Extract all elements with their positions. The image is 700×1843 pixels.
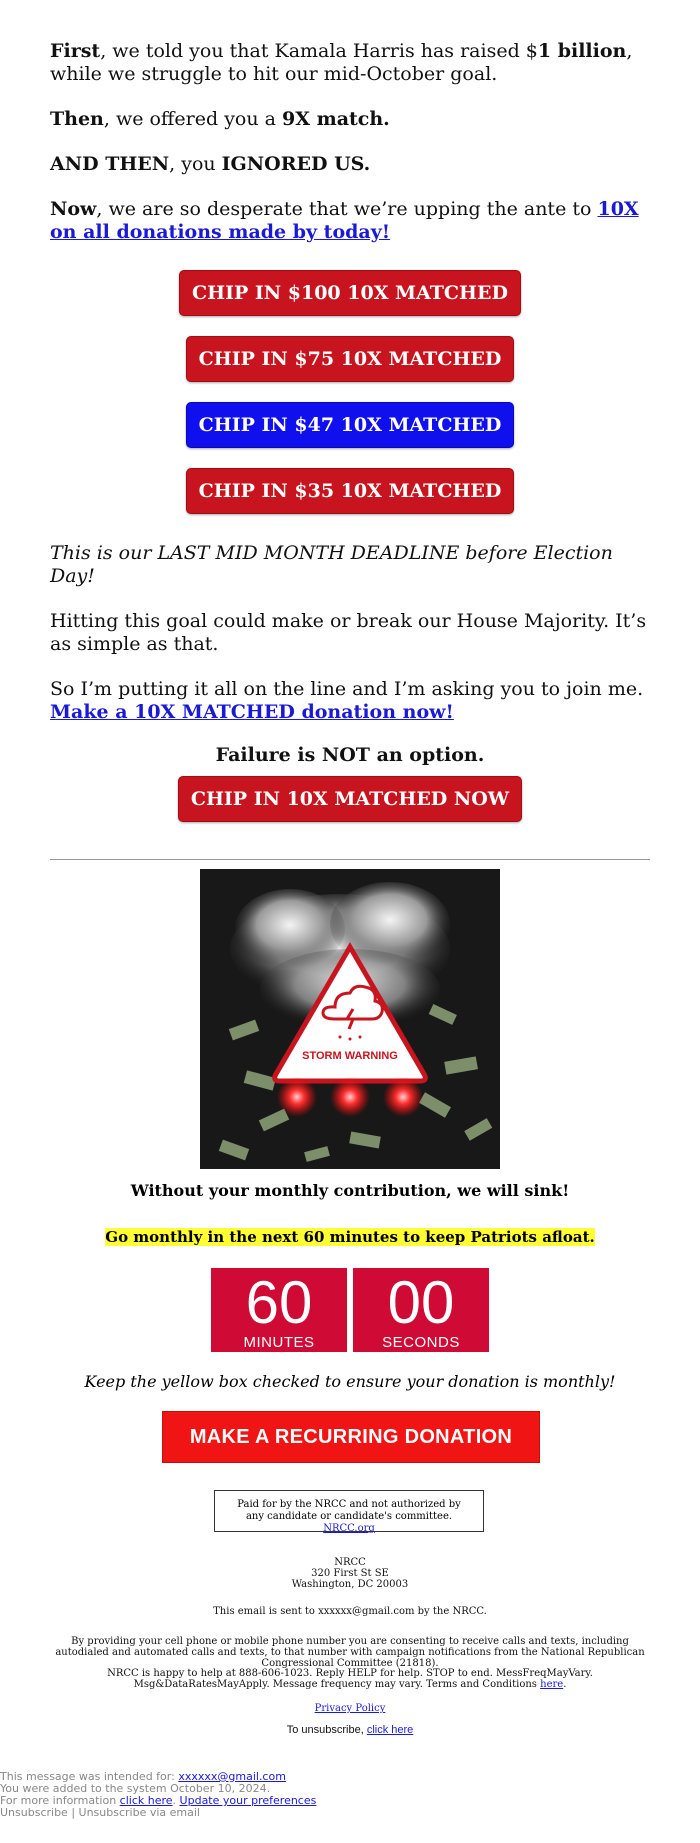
chip-in-now-button[interactable]: CHIP IN 10X MATCHED NOW xyxy=(178,776,522,822)
storm-warning-label: STORM WARNING xyxy=(302,1050,398,1062)
button-row xyxy=(50,270,650,316)
intro-paragraph-1 xyxy=(50,40,650,86)
deadline-text xyxy=(50,542,650,588)
button-row xyxy=(50,402,650,448)
line-text: So I’m putting it all on the line and I’m asking you to join me. xyxy=(50,678,644,700)
chip-in-100-button[interactable]: CHIP IN $100 10X MATCHED xyxy=(179,270,521,316)
more-info-link[interactable]: click here xyxy=(119,1794,173,1807)
intended-text: This message was intended for: xyxy=(0,1770,179,1783)
ten-x-link[interactable]: 10X on all donations made by today! xyxy=(50,198,639,243)
minutes-value: 60 xyxy=(245,1269,313,1336)
help-text-body: NRCC is happy to help at 888-606-1023. Reply HELP for help. STOP to end. MessFreqMayVary. Msg&DataRatesMayApply. Message frequency may vary. Terms and Conditions xyxy=(107,1668,593,1690)
button-row xyxy=(50,336,650,382)
seconds-box xyxy=(353,1268,489,1352)
privacy-row xyxy=(50,1703,650,1714)
sink-text: Without your monthly contribution, we will sink! xyxy=(130,1181,570,1200)
unsubscribe-click-here-link[interactable]: click here xyxy=(366,1724,414,1736)
failure-text: Failure is NOT an option. xyxy=(215,744,485,766)
seconds-value: 00 xyxy=(387,1269,455,1336)
line-paragraph xyxy=(50,678,650,724)
address-name: NRCC xyxy=(334,1557,366,1568)
and-then-bold: AND THEN xyxy=(50,153,170,175)
p3-text: , you xyxy=(169,153,222,175)
minutes-label: MINUTES xyxy=(243,1334,315,1351)
monthly-text-wrapper xyxy=(50,1228,650,1246)
button-row xyxy=(50,776,650,822)
unsubscribe-link[interactable]: Unsubscribe xyxy=(0,1806,68,1819)
countdown-timer xyxy=(211,1268,489,1352)
seconds-label: SECONDS xyxy=(382,1334,460,1351)
chip-in-47-button[interactable]: CHIP IN $47 10X MATCHED xyxy=(186,402,515,448)
more-info-text: For more information xyxy=(0,1794,120,1807)
p4-text: , we are so desperate that we’re upping the ante to xyxy=(96,198,598,220)
address-street: 320 First St SE xyxy=(311,1568,389,1579)
help-text: NRCC is happy to help at 888-606-1023. Reply HELP for help. STOP to end. MessFreqMayVary. Msg&DataRatesMayApply. Message frequency may vary. Terms and Conditions here. xyxy=(107,1668,593,1690)
footer-added: You were added to the system October 10, 2024. xyxy=(0,1782,271,1795)
minutes-box xyxy=(211,1268,347,1352)
p2-text: , we offered you a xyxy=(103,108,283,130)
then-bold: Then xyxy=(50,108,104,130)
intended-email-link[interactable]: xxxxxx@gmail.com xyxy=(178,1770,286,1783)
storm-warning-graphic xyxy=(200,869,500,1169)
pipe-separator: | xyxy=(67,1806,79,1819)
privacy-policy-link[interactable]: Privacy Policy xyxy=(314,1703,386,1714)
button-row xyxy=(50,468,650,514)
divider xyxy=(50,859,650,860)
intro-paragraph-4 xyxy=(50,198,650,244)
matched-donation-link[interactable]: Make a 10X MATCHED donation now! xyxy=(50,701,454,723)
paid-for-text: Paid for by the NRCC and not authorized by any candidate or candidate's committee. xyxy=(237,1499,461,1522)
intro-paragraph-3 xyxy=(50,153,650,176)
terms-here-link[interactable]: here xyxy=(540,1679,564,1690)
paid-for-box xyxy=(214,1490,484,1532)
unsubscribe-row xyxy=(50,1724,650,1736)
monthly-highlight: Go monthly in the next 60 minutes to keep Patriots afloat. xyxy=(105,1228,595,1246)
unsubscribe-via-email-link[interactable]: Unsubscribe via email xyxy=(78,1806,200,1819)
p1-text: , we told you that Kamala Harris has raised $ xyxy=(100,40,538,62)
storm-warning-image[interactable] xyxy=(200,869,500,1169)
ignored-bold: IGNORED US. xyxy=(221,153,371,175)
yellow-box-note: Keep the yellow box checked to ensure your donation is monthly! xyxy=(84,1372,616,1391)
goal-text: Hitting this goal could make or break our House Majority. It’s as simple as that. xyxy=(50,610,647,655)
address-city: Washington, DC 20003 xyxy=(291,1579,409,1590)
deadline-italic: This is our LAST MID MONTH DEADLINE before Election Day! xyxy=(50,542,613,587)
footer-unsubscribe xyxy=(0,1807,200,1819)
recurring-donation-button[interactable]: MAKE A RECURRING DONATION xyxy=(162,1411,540,1463)
intro-paragraph-2 xyxy=(50,108,650,131)
address-block xyxy=(50,1557,650,1590)
consent-text: By providing your cell phone or mobile phone number you are consenting to receive calls and texts, including autodialed and automated calls and texts, to that number with campaign notifications from the National Republican Congressional Committee (21818). xyxy=(55,1636,645,1669)
billion-bold: 1 billion xyxy=(537,40,627,62)
nrcc-org-link[interactable]: NRCC.org xyxy=(323,1523,375,1534)
update-preferences-link[interactable]: Update your preferences xyxy=(179,1794,317,1807)
sent-to-text: This email is sent to xxxxxx@gmail.com by the NRCC. xyxy=(213,1606,487,1617)
red-lights xyxy=(277,1077,423,1117)
p1-text-2: , while we struggle to hit our mid-October goal. xyxy=(50,40,633,85)
first-bold: First xyxy=(50,40,101,62)
chip-in-75-button[interactable]: CHIP IN $75 10X MATCHED xyxy=(186,336,515,382)
separator: . xyxy=(172,1794,180,1807)
match-bold: 9X match. xyxy=(282,108,390,130)
email-body xyxy=(50,40,650,842)
unsubscribe-text: To unsubscribe, xyxy=(286,1724,367,1736)
now-bold: Now xyxy=(50,198,97,220)
chip-in-35-button[interactable]: CHIP IN $35 10X MATCHED xyxy=(186,468,515,514)
